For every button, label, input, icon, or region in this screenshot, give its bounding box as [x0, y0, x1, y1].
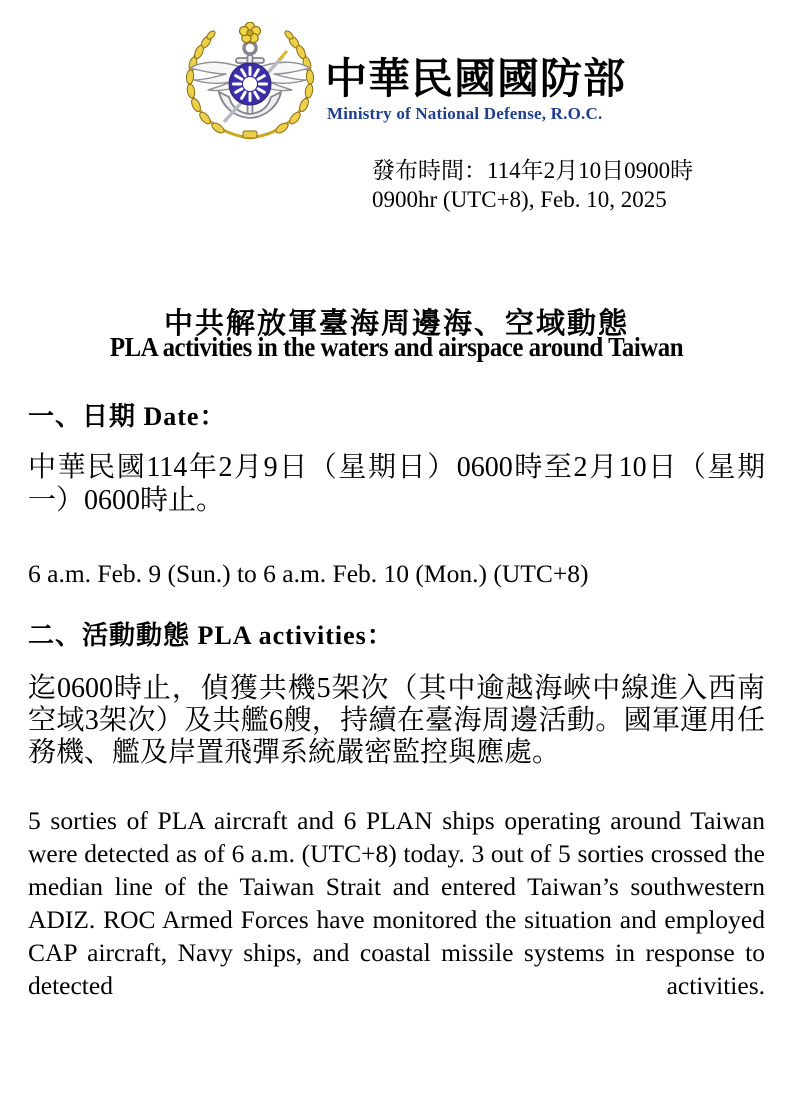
section-2-paragraph-zh: 迄0600時止，偵獲共機5架次（其中逾越海峽中線進入西南空域3架次）及共艦6艘，持續在臺海周邊活動。國軍運用任務機、艦及岸置飛彈系統嚴密監控與應處。 [28, 673, 765, 768]
section-1-paragraph-en: 6 a.m. Feb. 9 (Sun.) to 6 a.m. Feb. 10 (Mon.) (UTC+8) [28, 559, 589, 588]
section-1-paragraph-zh: 中華民國114年2月9日（星期日）0600時至2月10日（星期一）0600時止。 [28, 452, 765, 516]
emblem-plum-blossom-icon [240, 22, 261, 42]
emblem-wheat-tie [243, 131, 257, 138]
org-name-zh: 中華民國國防部 [325, 57, 627, 103]
section-2-paragraph-en: 5 sorties of PLA aircraft and 6 PLAN ships operating around Taiwan were detected as of 6 a.m. (UTC+8) today. 3 out of 5 sorties crossed the median line of the Taiwan Strait and entered Taiwan’s southwestern ADIZ. ROC Armed Forces have monitored the situation and employed CAP aircraft, Navy ships, and coastal missile systems in response to detected activities. [28, 806, 765, 1000]
section-1-heading: 一、日期 Date： [28, 402, 227, 431]
section-2-heading: 二、活動動態 PLA activities： [28, 621, 394, 650]
document-title-zh: 中共解放軍臺海周邊海、空域動態 [163, 308, 629, 340]
document-title-en: PLA activities in the waters and airspace around Taiwan [109, 332, 684, 362]
release-time-block [372, 156, 693, 214]
release-time-en: 0900hr (UTC+8), Feb. 10, 2025 [372, 187, 667, 212]
org-name-en: Ministry of National Defense, R.O.C. [327, 104, 603, 123]
emblem-sun-disc [229, 63, 271, 105]
release-time-zh: 發布時間：114年2月10日0900時 [372, 158, 694, 183]
mnd-roc-emblem-icon [180, 22, 320, 145]
